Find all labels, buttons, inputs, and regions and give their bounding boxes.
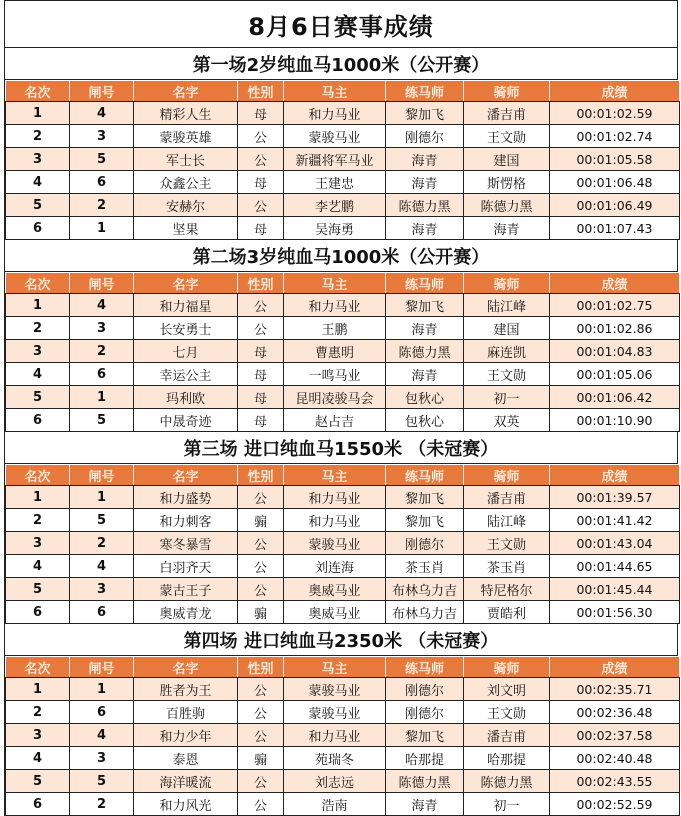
table-cell: 00:01:06.48 — [550, 171, 680, 194]
table-cell: 5 — [70, 770, 134, 793]
column-header: 性别 — [238, 81, 284, 102]
table-cell: 00:01:06.49 — [550, 194, 680, 217]
table-cell: 蒙骏马业 — [284, 701, 386, 724]
column-header: 闸号 — [70, 81, 134, 102]
table-cell: 蒙骏英雄 — [134, 125, 238, 148]
table-cell: 4 — [6, 363, 70, 386]
table-cell: 奥威马业 — [284, 578, 386, 601]
table-cell: 2 — [70, 340, 134, 363]
column-header: 骑师 — [464, 657, 550, 678]
table-cell: 海洋暖流 — [134, 770, 238, 793]
table-cell: 泰恩 — [134, 747, 238, 770]
table-cell: 00:01:10.90 — [550, 409, 680, 432]
table-cell: 公 — [238, 294, 284, 317]
header-row — [6, 273, 680, 294]
table-row — [6, 747, 680, 770]
table-cell: 1 — [70, 217, 134, 240]
table-cell: 刘连海 — [284, 555, 386, 578]
table-cell: 白羽齐天 — [134, 555, 238, 578]
table-cell: 刘文明 — [464, 678, 550, 701]
table-row — [6, 770, 680, 793]
table-cell: 公 — [238, 678, 284, 701]
table-cell: 4 — [70, 555, 134, 578]
table-cell: 2 — [6, 509, 70, 532]
table-cell: 胜者为王 — [134, 678, 238, 701]
table-cell: 曹惠明 — [284, 340, 386, 363]
race-title: 第二场3岁纯血马1000米（公开赛） — [5, 240, 677, 272]
table-cell: 赵占吉 — [284, 409, 386, 432]
column-header: 练马师 — [386, 81, 464, 102]
table-cell: 苑瑞冬 — [284, 747, 386, 770]
table-cell: 军士长 — [134, 148, 238, 171]
table-cell: 精彩人生 — [134, 102, 238, 125]
header-row — [6, 465, 680, 486]
table-cell: 黎加飞 — [386, 724, 464, 747]
table-cell: 一鸣马业 — [284, 363, 386, 386]
table-cell: 6 — [6, 217, 70, 240]
table-cell: 公 — [238, 317, 284, 340]
table-cell: 陈德力黑 — [386, 340, 464, 363]
column-header: 马主 — [284, 81, 386, 102]
table-row — [6, 340, 680, 363]
table-cell: 陆江峰 — [464, 509, 550, 532]
table-cell: 骟 — [238, 601, 284, 624]
table-cell: 刚德尔 — [386, 532, 464, 555]
table-cell: 双英 — [464, 409, 550, 432]
table-cell: 陈德力黑 — [464, 770, 550, 793]
table-cell: 母 — [238, 386, 284, 409]
table-cell: 潘吉甫 — [464, 102, 550, 125]
table-cell: 蒙骏马业 — [284, 678, 386, 701]
table-row — [6, 601, 680, 624]
table-cell: 5 — [6, 578, 70, 601]
table-cell: 和力马业 — [284, 724, 386, 747]
table-cell: 5 — [70, 409, 134, 432]
results-table — [5, 272, 680, 432]
table-cell: 王文勋 — [464, 125, 550, 148]
table-cell: 吴海勇 — [284, 217, 386, 240]
table-row — [6, 724, 680, 747]
table-cell: 3 — [70, 747, 134, 770]
table-cell: 母 — [238, 171, 284, 194]
table-cell: 00:01:02.74 — [550, 125, 680, 148]
table-cell: 和力盛势 — [134, 486, 238, 509]
column-header: 练马师 — [386, 465, 464, 486]
table-cell: 00:02:36.48 — [550, 701, 680, 724]
table-cell: 骟 — [238, 509, 284, 532]
table-cell: 1 — [70, 386, 134, 409]
races-container — [5, 48, 677, 816]
table-cell: 初一 — [464, 386, 550, 409]
table-cell: 黎加飞 — [386, 102, 464, 125]
table-cell: 4 — [6, 555, 70, 578]
table-cell: 王文勋 — [464, 363, 550, 386]
table-cell: 昆明凌骏马会 — [284, 386, 386, 409]
table-cell: 公 — [238, 555, 284, 578]
table-cell: 5 — [70, 148, 134, 171]
table-row — [6, 102, 680, 125]
table-cell: 陆江峰 — [464, 294, 550, 317]
table-cell: 公 — [238, 770, 284, 793]
table-cell: 和力刺客 — [134, 509, 238, 532]
table-row — [6, 148, 680, 171]
column-header: 骑师 — [464, 81, 550, 102]
table-cell: 建国 — [464, 148, 550, 171]
table-cell: 和力马业 — [284, 486, 386, 509]
table-cell: 安赫尔 — [134, 194, 238, 217]
table-cell: 骟 — [238, 747, 284, 770]
table-cell: 中晟奇迹 — [134, 409, 238, 432]
table-cell: 6 — [6, 601, 70, 624]
table-cell: 3 — [70, 317, 134, 340]
table-cell: 麻连凯 — [464, 340, 550, 363]
table-cell: 6 — [70, 701, 134, 724]
column-header: 成绩 — [550, 657, 680, 678]
column-header: 性别 — [238, 657, 284, 678]
column-header: 成绩 — [550, 273, 680, 294]
table-cell: 5 — [6, 194, 70, 217]
race-section — [5, 240, 677, 432]
table-cell: 6 — [70, 601, 134, 624]
table-cell: 寒冬暴雪 — [134, 532, 238, 555]
table-cell: 众鑫公主 — [134, 171, 238, 194]
table-cell: 陈德力黑 — [464, 194, 550, 217]
column-header: 马主 — [284, 465, 386, 486]
table-cell: 王鹏 — [284, 317, 386, 340]
table-cell: 和力马业 — [284, 509, 386, 532]
table-cell: 1 — [6, 102, 70, 125]
results-sheet — [4, 0, 678, 816]
table-cell: 00:01:04.83 — [550, 340, 680, 363]
table-cell: 海青 — [386, 317, 464, 340]
column-header: 名字 — [134, 657, 238, 678]
table-row — [6, 409, 680, 432]
results-table — [5, 464, 680, 624]
table-cell: 公 — [238, 793, 284, 816]
table-row — [6, 532, 680, 555]
table-cell: 3 — [6, 532, 70, 555]
table-cell: 玛利欧 — [134, 386, 238, 409]
header-row — [6, 657, 680, 678]
table-row — [6, 701, 680, 724]
table-cell: 建国 — [464, 317, 550, 340]
table-row — [6, 555, 680, 578]
table-cell: 和力少年 — [134, 724, 238, 747]
table-row — [6, 194, 680, 217]
table-row — [6, 578, 680, 601]
table-row — [6, 678, 680, 701]
table-cell: 00:01:02.59 — [550, 102, 680, 125]
column-header: 马主 — [284, 273, 386, 294]
table-cell: 新疆将军马业 — [284, 148, 386, 171]
table-cell: 公 — [238, 532, 284, 555]
column-header: 骑师 — [464, 273, 550, 294]
table-cell: 包秋心 — [386, 409, 464, 432]
table-cell: 5 — [6, 770, 70, 793]
table-cell: 00:02:40.48 — [550, 747, 680, 770]
table-cell: 李艺鹏 — [284, 194, 386, 217]
column-header: 成绩 — [550, 465, 680, 486]
table-cell: 王文勋 — [464, 532, 550, 555]
table-cell: 4 — [70, 102, 134, 125]
column-header: 名次 — [6, 465, 70, 486]
table-cell: 公 — [238, 125, 284, 148]
header-row — [6, 81, 680, 102]
table-cell: 斯愣格 — [464, 171, 550, 194]
table-cell: 1 — [70, 678, 134, 701]
table-cell: 00:01:02.75 — [550, 294, 680, 317]
table-cell: 布林乌力吉 — [386, 601, 464, 624]
column-header: 性别 — [238, 465, 284, 486]
table-cell: 6 — [70, 171, 134, 194]
table-cell: 和力福星 — [134, 294, 238, 317]
race-title: 第一场2岁纯血马1000米（公开赛） — [5, 48, 677, 80]
table-cell: 潘吉甫 — [464, 724, 550, 747]
table-cell: 哈那提 — [464, 747, 550, 770]
table-cell: 公 — [238, 724, 284, 747]
table-cell: 包秋心 — [386, 386, 464, 409]
column-header: 练马师 — [386, 657, 464, 678]
table-row — [6, 363, 680, 386]
table-cell: 奥威青龙 — [134, 601, 238, 624]
table-cell: 刘志远 — [284, 770, 386, 793]
table-cell: 母 — [238, 102, 284, 125]
table-cell: 00:01:56.30 — [550, 601, 680, 624]
table-cell: 特尼格尔 — [464, 578, 550, 601]
table-cell: 4 — [6, 747, 70, 770]
table-cell: 1 — [6, 294, 70, 317]
column-header: 闸号 — [70, 273, 134, 294]
column-header: 名次 — [6, 81, 70, 102]
table-cell: 2 — [6, 701, 70, 724]
table-row — [6, 509, 680, 532]
results-table — [5, 80, 680, 240]
table-cell: 3 — [6, 148, 70, 171]
table-cell: 蒙古王子 — [134, 578, 238, 601]
table-cell: 3 — [6, 340, 70, 363]
table-cell: 奥威马业 — [284, 601, 386, 624]
table-cell: 幸运公主 — [134, 363, 238, 386]
column-header: 闸号 — [70, 657, 134, 678]
table-cell: 1 — [6, 486, 70, 509]
table-cell: 浩南 — [284, 793, 386, 816]
table-row — [6, 793, 680, 816]
table-row — [6, 125, 680, 148]
table-cell: 00:01:44.65 — [550, 555, 680, 578]
table-row — [6, 317, 680, 340]
table-cell: 长安勇士 — [134, 317, 238, 340]
table-cell: 海青 — [386, 363, 464, 386]
table-cell: 00:02:43.55 — [550, 770, 680, 793]
table-cell: 00:02:52.59 — [550, 793, 680, 816]
table-cell: 公 — [238, 194, 284, 217]
table-cell: 蒙骏马业 — [284, 532, 386, 555]
table-cell: 00:01:07.43 — [550, 217, 680, 240]
results-table — [5, 656, 680, 816]
race-section — [5, 432, 677, 624]
table-cell: 6 — [6, 793, 70, 816]
table-cell: 坚果 — [134, 217, 238, 240]
table-cell: 海青 — [386, 217, 464, 240]
table-cell: 4 — [70, 724, 134, 747]
table-cell: 和力马业 — [284, 102, 386, 125]
table-cell: 2 — [6, 125, 70, 148]
table-cell: 5 — [70, 509, 134, 532]
table-cell: 海青 — [386, 793, 464, 816]
table-row — [6, 486, 680, 509]
table-cell: 刚德尔 — [386, 125, 464, 148]
column-header: 闸号 — [70, 465, 134, 486]
table-cell: 蒙骏马业 — [284, 125, 386, 148]
table-cell: 1 — [6, 678, 70, 701]
table-cell: 母 — [238, 340, 284, 363]
table-cell: 百胜驹 — [134, 701, 238, 724]
table-cell: 3 — [70, 578, 134, 601]
race-section — [5, 624, 677, 816]
table-cell: 00:01:05.58 — [550, 148, 680, 171]
table-cell: 6 — [70, 363, 134, 386]
table-cell: 00:01:02.86 — [550, 317, 680, 340]
table-cell: 00:01:41.42 — [550, 509, 680, 532]
table-cell: 00:02:37.58 — [550, 724, 680, 747]
table-cell: 母 — [238, 409, 284, 432]
column-header: 名字 — [134, 273, 238, 294]
table-cell: 00:01:43.04 — [550, 532, 680, 555]
column-header: 性别 — [238, 273, 284, 294]
table-cell: 海青 — [464, 217, 550, 240]
table-cell: 茶玉肖 — [464, 555, 550, 578]
table-cell: 陈德力黑 — [386, 770, 464, 793]
table-cell: 3 — [70, 125, 134, 148]
table-cell: 00:01:05.06 — [550, 363, 680, 386]
table-cell: 母 — [238, 217, 284, 240]
table-cell: 和力马业 — [284, 294, 386, 317]
column-header: 马主 — [284, 657, 386, 678]
race-title: 第四场 进口纯血马2350米 （未冠赛） — [5, 624, 677, 656]
table-row — [6, 294, 680, 317]
table-cell: 3 — [6, 724, 70, 747]
table-cell: 00:01:39.57 — [550, 486, 680, 509]
table-cell: 4 — [70, 294, 134, 317]
table-cell: 公 — [238, 148, 284, 171]
page-title: 8月6日赛事成绩 — [5, 0, 677, 48]
table-cell: 茶玉肖 — [386, 555, 464, 578]
table-cell: 陈德力黑 — [386, 194, 464, 217]
race-section — [5, 48, 677, 240]
table-cell: 公 — [238, 486, 284, 509]
table-cell: 2 — [70, 532, 134, 555]
table-cell: 2 — [70, 793, 134, 816]
table-cell: 刚德尔 — [386, 678, 464, 701]
table-cell: 公 — [238, 701, 284, 724]
table-cell: 6 — [6, 409, 70, 432]
table-cell: 00:01:45.44 — [550, 578, 680, 601]
table-cell: 潘吉甫 — [464, 486, 550, 509]
table-cell: 黎加飞 — [386, 509, 464, 532]
column-header: 名次 — [6, 273, 70, 294]
table-cell: 王建忠 — [284, 171, 386, 194]
table-cell: 母 — [238, 363, 284, 386]
column-header: 名次 — [6, 657, 70, 678]
table-cell: 2 — [70, 194, 134, 217]
table-cell: 2 — [6, 317, 70, 340]
table-cell: 黎加飞 — [386, 294, 464, 317]
table-cell: 和力风光 — [134, 793, 238, 816]
table-cell: 4 — [6, 171, 70, 194]
table-cell: 布林乌力吉 — [386, 578, 464, 601]
column-header: 名字 — [134, 81, 238, 102]
column-header: 练马师 — [386, 273, 464, 294]
column-header: 名字 — [134, 465, 238, 486]
table-cell: 贾皓利 — [464, 601, 550, 624]
table-cell: 哈那提 — [386, 747, 464, 770]
table-cell: 00:01:06.42 — [550, 386, 680, 409]
table-cell: 00:02:35.71 — [550, 678, 680, 701]
table-cell: 海青 — [386, 148, 464, 171]
column-header: 成绩 — [550, 81, 680, 102]
column-header: 骑师 — [464, 465, 550, 486]
table-row — [6, 386, 680, 409]
table-cell: 1 — [70, 486, 134, 509]
table-cell: 七月 — [134, 340, 238, 363]
table-cell: 黎加飞 — [386, 486, 464, 509]
table-cell: 公 — [238, 578, 284, 601]
table-cell: 海青 — [386, 171, 464, 194]
table-cell: 刚德尔 — [386, 701, 464, 724]
table-row — [6, 217, 680, 240]
table-cell: 初一 — [464, 793, 550, 816]
table-cell: 王文勋 — [464, 701, 550, 724]
table-row — [6, 171, 680, 194]
table-cell: 5 — [6, 386, 70, 409]
race-title: 第三场 进口纯血马1550米 （未冠赛） — [5, 432, 677, 464]
